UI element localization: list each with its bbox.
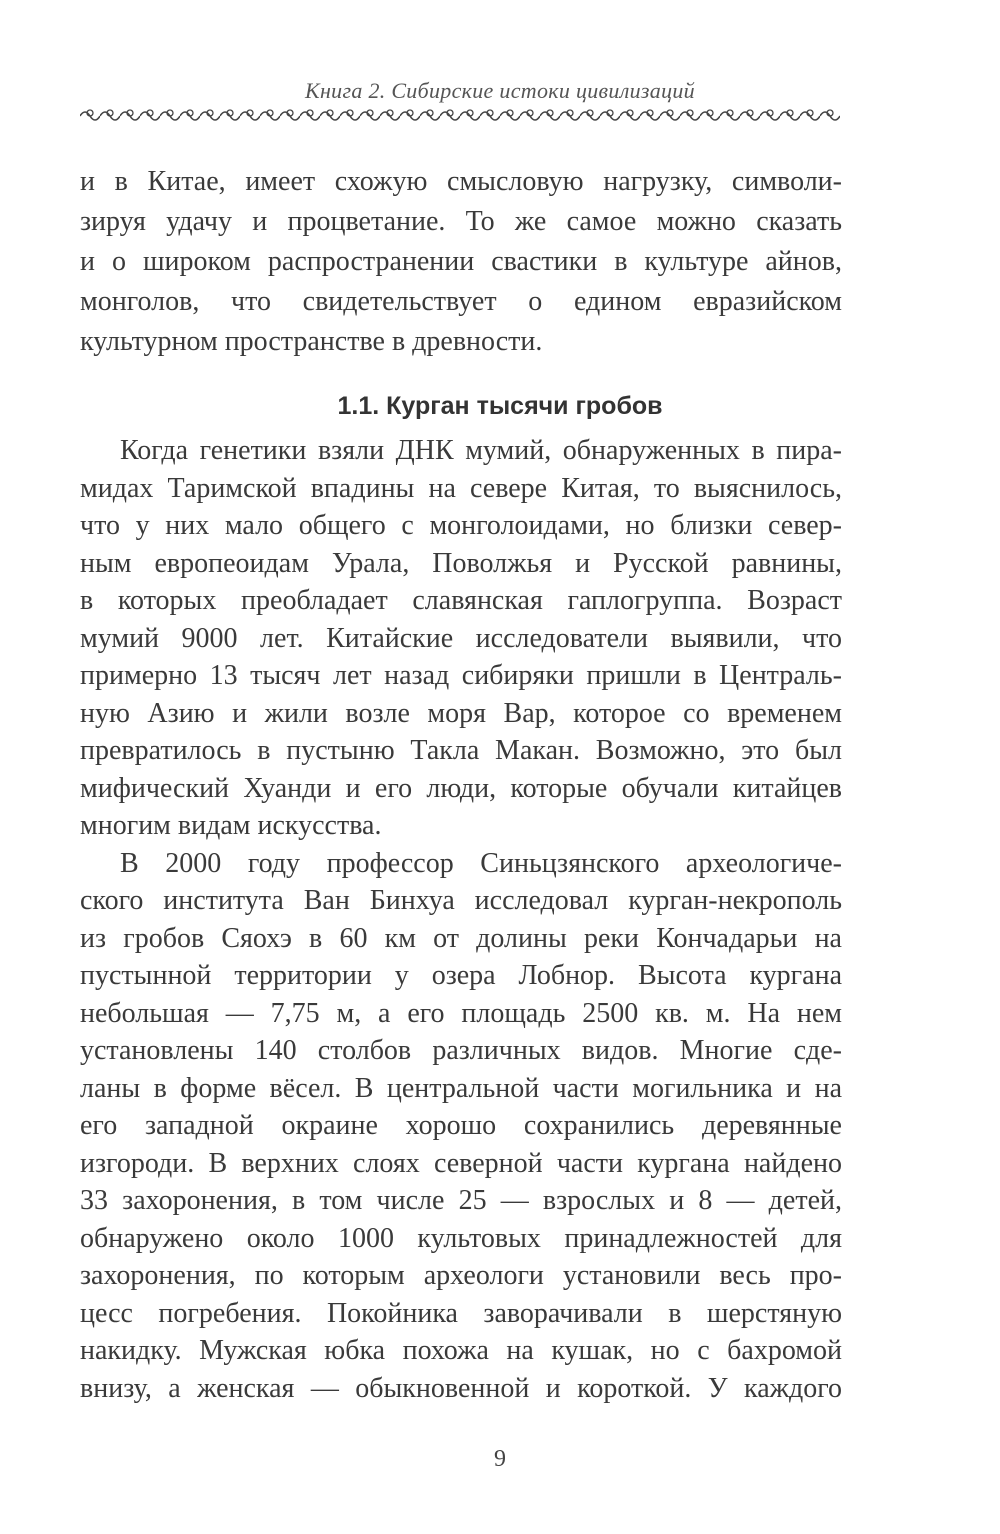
text-line: мумий 9000 лет. Китайские исследователи выявили, что	[80, 622, 842, 654]
text-line: что у них мало общего с монголоидами, но близки север-	[80, 510, 842, 541]
text-line: В 2000 году профессор Синьцзянского археологиче-	[120, 847, 842, 879]
text-line: зируя удачу и процветание. То же самое можно сказать	[80, 206, 842, 237]
intro-paragraph	[80, 162, 842, 362]
text-line: культурном пространстве в древности.	[80, 326, 543, 357]
text-line: Когда генетики взяли ДНК мумий, обнаруженных в пира-	[120, 435, 842, 466]
text-line: монголов, что свидетельствует о едином евразийском	[80, 286, 842, 317]
text-line: ную Азию и жили возле моря Вар, которое со временем	[80, 697, 842, 729]
section-heading: 1.1. Курган тысячи гробов	[337, 392, 663, 420]
text-line: небольшая — 7,75 м, а его площадь 2500 кв. м. На нем	[80, 997, 842, 1029]
text-line: 33 захоронения, в том числе 25 — взрослых и 8 — детей,	[80, 1185, 842, 1216]
text-line: и в Китае, имеет схожую смысловую нагрузку, символи-	[80, 166, 842, 197]
text-line: многим видам искусства.	[80, 810, 382, 841]
text-line: ского института Ван Бинхуа исследовал курган-некрополь	[80, 885, 842, 916]
text-line: обнаружено около 1000 культовых принадлежностей для	[80, 1222, 842, 1254]
section-body	[80, 432, 842, 1407]
text-line: ным европеоидам Урала, Поволжья и Русской равнины,	[80, 547, 842, 579]
text-line: пустынной территории у озера Лобнор. Высота кургана	[80, 960, 842, 991]
text-line: ланы в форме вёсел. В центральной части могильника и на	[80, 1072, 842, 1104]
decorative-border-ornament	[80, 106, 840, 122]
text-line: в которых преобладает славянская гаплогруппа. Возраст	[80, 585, 842, 616]
text-line: превратилось в пустыню Такла Макан. Возможно, это был	[80, 735, 842, 766]
text-line: накидку. Мужская юбка похожа на кушак, но с бахромой	[80, 1335, 842, 1366]
text-line: мидах Таримской впадины на севере Китая, то выяснилось,	[80, 472, 842, 504]
running-head: Книга 2. Сибирские истоки цивилизаций	[305, 78, 695, 103]
text-line: из гробов Сяохэ в 60 км от долины реки Кончадарьи на	[80, 922, 842, 954]
text-line: и о широком распространении свастики в культуре айнов,	[80, 246, 842, 277]
text-line: примерно 13 тысяч лет назад сибиряки пришли в Централь-	[80, 660, 842, 691]
text-line: цесс погребения. Покойника заворачивали в шерстяную	[80, 1297, 842, 1329]
text-line: изгороди. В верхних слоях северной части кургана найдено	[80, 1147, 842, 1179]
page-number: 9	[494, 1446, 506, 1472]
text-line: внизу, а женская — обыкновенной и короткой. У каждого	[80, 1372, 842, 1404]
text-line: его западной окраине хорошо сохранились деревянные	[80, 1110, 842, 1141]
text-line: захоронения, по которым археологи установили весь про-	[80, 1260, 842, 1291]
text-line: мифический Хуанди и его люди, которые обучали китайцев	[80, 772, 842, 804]
text-line: установлены 140 столбов различных видов. Многие сде-	[80, 1035, 842, 1066]
